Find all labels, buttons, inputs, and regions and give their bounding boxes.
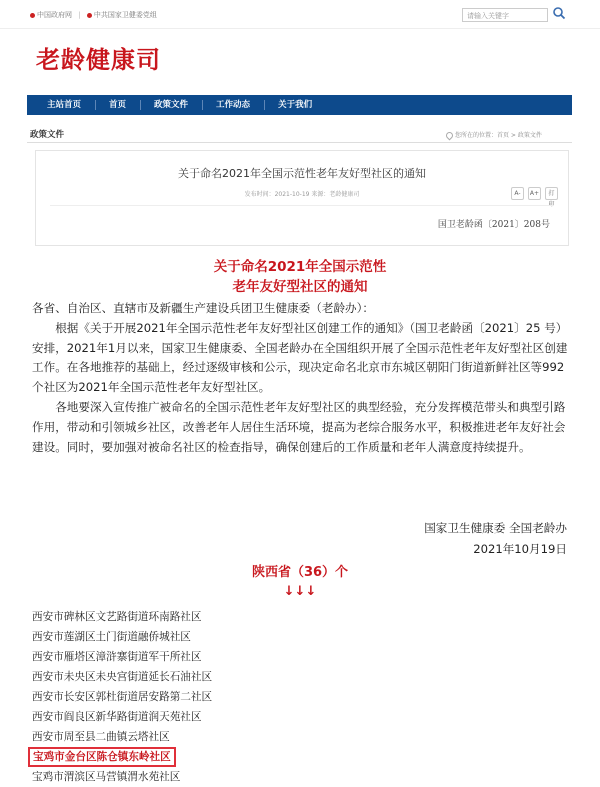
article-tools (511, 187, 558, 200)
nav-item-policy[interactable]: 政策文件 (140, 95, 202, 115)
location-icon (445, 131, 455, 141)
list-item: 西安市长安区郭杜街道居安路第二社区 (32, 691, 213, 703)
section-divider (27, 142, 572, 143)
font-decrease-button[interactable]: A- (511, 187, 524, 200)
community-list (32, 607, 212, 787)
breadcrumb (446, 130, 542, 139)
nav-item-main-home[interactable]: 主站首页 (47, 100, 82, 110)
card-divider (50, 205, 554, 206)
list-item: 西安市雁塔区漳浒寨街道军干所社区 (32, 651, 202, 663)
notice-heading-line1: 关于命名2021年全国示范性 (213, 259, 387, 275)
nav-item-about[interactable]: 关于我们 (264, 95, 326, 115)
main-nav (27, 95, 572, 115)
top-link-gov[interactable]: 中国政府网 (37, 11, 72, 19)
breadcrumb-text[interactable]: 您所在的位置：首页 > 政策文件 (455, 132, 542, 139)
section-title: 政策文件 (30, 130, 65, 140)
site-brand[interactable]: 老龄健康司 (36, 46, 161, 74)
province-label: 陕西省（36）个 (251, 565, 349, 580)
document-number: 国卫老龄函〔2021〕208号 (437, 220, 550, 230)
nav-item-news[interactable]: 工作动态 (202, 95, 264, 115)
search-icon[interactable] (552, 6, 566, 20)
notice-heading (0, 257, 600, 297)
list-item: 西安市未央区未央宫街道延长石油社区 (32, 671, 213, 683)
party-emblem-icon (87, 13, 92, 18)
signatories: 国家卫生健康委 全国老龄办 (424, 521, 567, 535)
search-input[interactable]: 请输入关键字 (462, 8, 548, 22)
gov-emblem-icon (30, 13, 35, 18)
highlighted-community: 宝鸡市金台区陈仓镇东岭社区 (28, 747, 176, 767)
notice-body (32, 299, 568, 457)
top-bar (0, 0, 600, 29)
list-item-highlighted (32, 747, 212, 767)
signature-block (424, 518, 567, 560)
top-link-party[interactable]: 中共国家卫健委党组 (93, 11, 157, 19)
list-item: 西安市碑林区文艺路街道环南路社区 (32, 611, 202, 623)
nav-item-home[interactable]: 首页 (95, 95, 140, 115)
list-item: 西安市莲湖区土门街道融侨城社区 (32, 631, 191, 643)
province-header (0, 563, 600, 601)
notice-date: 2021年10月19日 (473, 542, 567, 556)
top-links: 中国政府网 | 中共国家卫健委党组 (30, 10, 157, 20)
article-card (35, 150, 569, 246)
list-item: 西安市阎良区新华路街道润天苑社区 (32, 711, 202, 723)
notice-heading-line2: 老年友好型社区的通知 (232, 279, 368, 295)
paragraph-1: 根据《关于开展2021年全国示范性老年友好型社区创建工作的通知》（国卫老龄函〔2021〕25 号）安排，2021年1月以来，国家卫生健康委、全国老龄办在全国组织开展了全国示范性老年友好型社区创建工作。在各地推荐的基础上，经过逐级审核和公示，现决定命名北京市东城区朝阳门街道新鲜社区等992个社区为2021年全国示范性老年友好型社区。 (32, 320, 568, 395)
down-arrows-icon: ↓↓↓ (283, 584, 317, 599)
article-title: 关于命名2021年全国示范性老年友好型社区的通知 (178, 167, 426, 180)
article-meta: 发布时间：2021-10-19 来源：老龄健康司 (244, 191, 360, 198)
print-button[interactable]: 打 (545, 187, 558, 200)
paragraph-2: 各地要深入宣传推广被命名的全国示范性老年友好型社区的典型经验，充分发挥模范带头和典型引路作用，带动和引领城乡社区，改善老年人居住生活环境，提高为老综合服务水平，积极推进老年友好社会建设。同时，要加强对被命名社区的检查指导，确保创建后的工作质量和老年人满意度持续提升。 (32, 399, 566, 454)
list-item: 宝鸡市渭滨区马营镇渭水苑社区 (32, 771, 181, 783)
font-increase-button[interactable]: A+ (528, 187, 541, 200)
list-item: 西安市周至县二曲镇云塔社区 (32, 731, 170, 743)
salutation: 各省、自治区、直辖市及新疆生产建设兵团卫生健康委（老龄办）： (32, 301, 375, 315)
